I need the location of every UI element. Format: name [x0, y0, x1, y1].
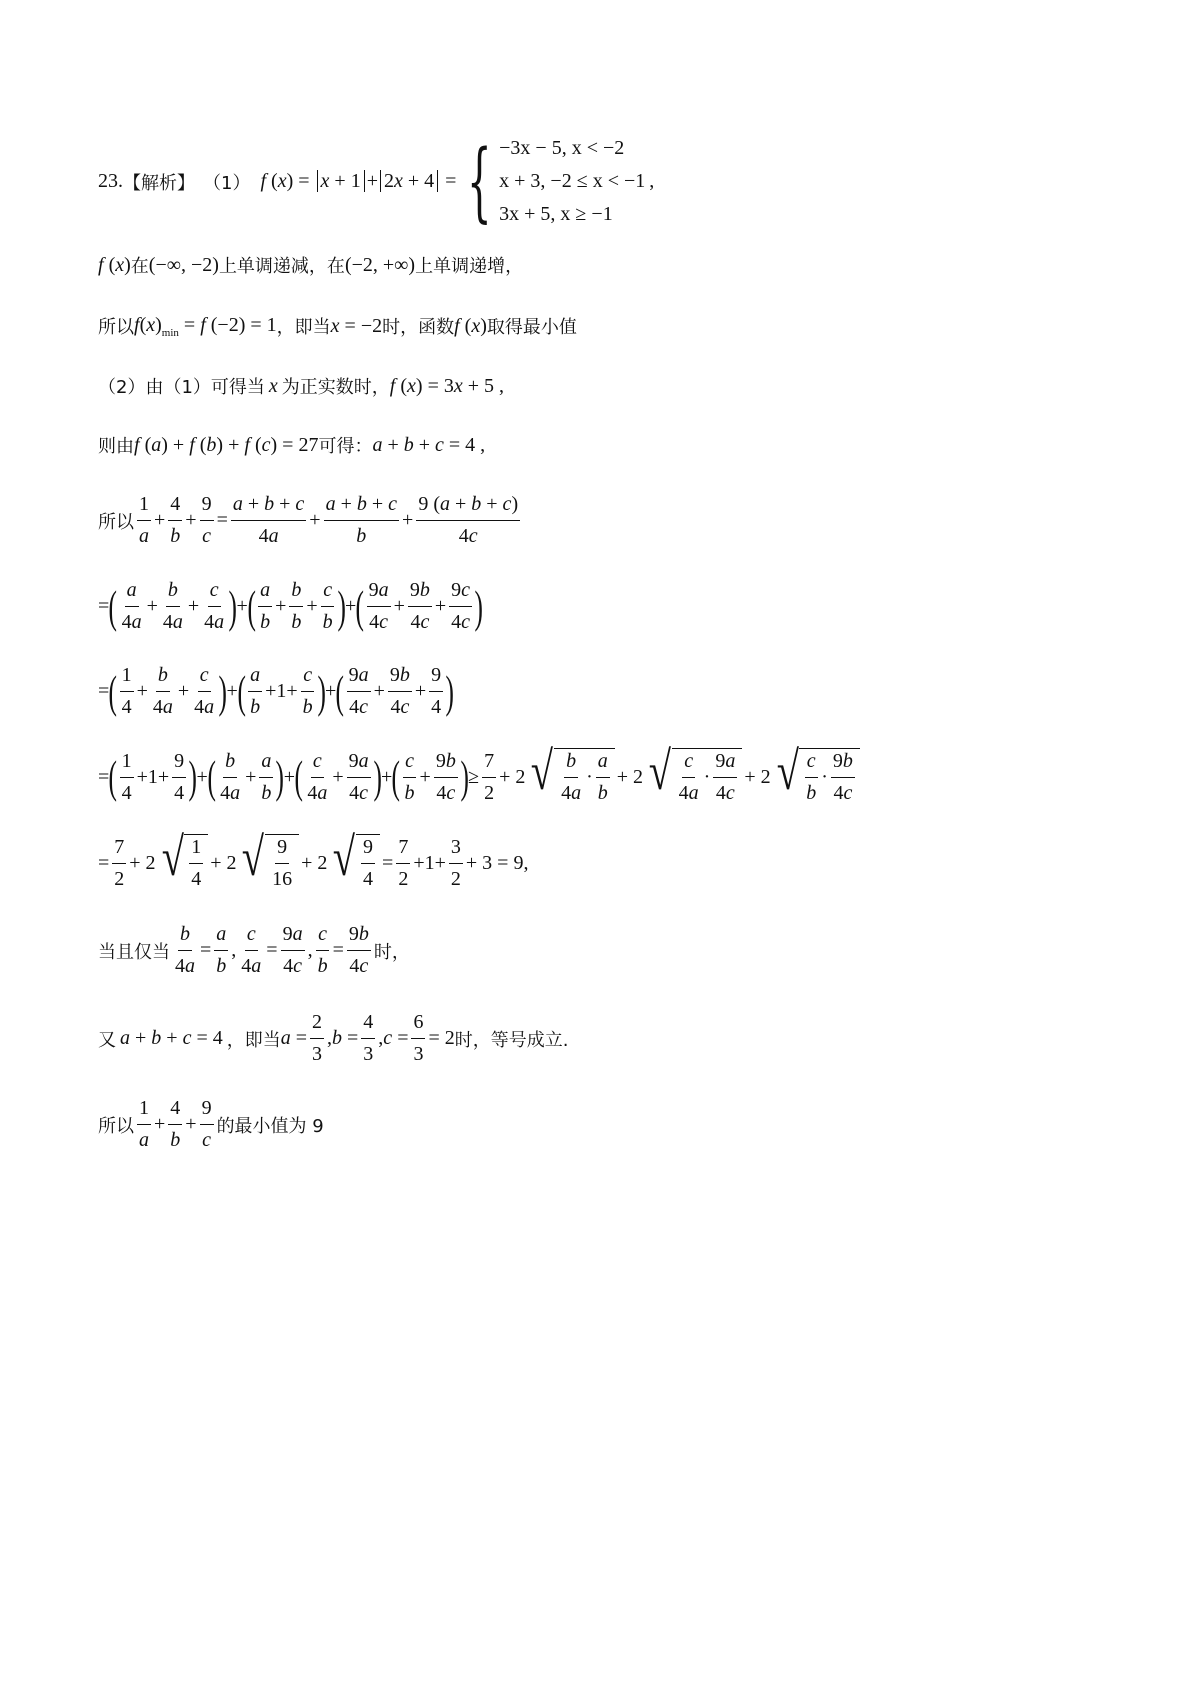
text-decreasing: 上单调递减，在 — [218, 256, 345, 277]
monotonicity-line — [98, 252, 523, 278]
text-you: 又 — [98, 1029, 116, 1051]
part-2-line — [98, 373, 504, 399]
evaluate-line: = $\frac{7}{2}$ + 2 √ $\frac{1}{4}$ + 2 √ $\frac{9}{16}$ + 2 √ $\frac{9}{4}$ = $\frac{7}{2}$ +1+ $\frac{3}{2}$ + 3 = 9, — [98, 827, 529, 890]
am-gm-line: = ( $\frac{1}{4}$ +1+ $\frac{9}{4}$ ) + ( $\frac{b}{4a}$ + $\frac{a}{b}$ ) + ( $\frac{c}{4a}$ + $\frac{9a}{4c}$ ) + ( $\frac{c}{b}$ + $\frac{9b}{4c}$ ) ≥ $\frac{7}{2}$ + 2 √ $\frac{b}{4a}$ · $\frac{a}{b}$ + 2 √ $\frac{c}{4a}$ · $\frac{9a}{4c}$ + 2 √ $\frac{c}{b}$ · $\frac{9b}{4c}$ — [98, 748, 862, 806]
text-jidang-2: ，即当 — [226, 1029, 281, 1051]
x-eq-neg2: x = −2 — [330, 314, 383, 337]
solution-values-line: 又 a + b + c = 4 ，即当 a = $\frac{2}{3}$ , b = $\frac{4}{3}$ , c = $\frac{6}{3}$ = 2 时，等号成立. — [98, 1011, 569, 1065]
minimum-line — [98, 313, 577, 339]
conclusion-line: 所以 $\frac{1}{a}$ + $\frac{4}{b}$ + $\frac{9}{c}$ 的最小值为 9 — [98, 1097, 324, 1151]
expand-line-2: = ( $\frac{a}{4a}$ + $\frac{b}{4a}$ + $\frac{c}{4a}$ ) + ( $\frac{a}{b}$ + $\frac{b}{b}$ + $\frac{c}{b}$ ) + ( $\frac{9a}{4c}$ + $\frac{9b}{4c}$ + $\frac{9c}{4c}$ ) — [98, 579, 483, 633]
interval-decreasing: (−∞, −2) — [148, 253, 219, 276]
cases-brace: { — [467, 131, 493, 232]
text-dangqiejindang: 当且仅当 — [98, 941, 170, 963]
case-2: x + 3, −2 ≤ x < −1 — [499, 170, 646, 192]
text-hanshu: 时，函数 — [382, 317, 455, 338]
analysis-label: 【解析】 — [123, 172, 195, 194]
text-suoyi: 所以 — [98, 317, 134, 338]
text-suoyi-2: 所以 — [98, 511, 134, 533]
f-sum-eq-27: f (a) + f (b) + f (c) = 27 — [134, 433, 319, 456]
text-min-is-9: 的最小值为 9 — [216, 1115, 324, 1137]
equality-condition-line: 当且仅当 $\frac{b}{4a}$ = $\frac{a}{b}$ , $\frac{c}{4a}$ = $\frac{9a}{4c}$ , $\frac{c}{b}$ = $\frac{9b}{4c}$ 时， — [98, 923, 410, 977]
text-min-value: 取得最小值 — [486, 317, 577, 338]
part-1-label: （1） — [203, 172, 251, 194]
text-equality-holds: 时，等号成立. — [454, 1029, 569, 1051]
case-3: 3x + 5, x ≥ −1 — [499, 203, 613, 225]
text-shi: 时， — [373, 941, 410, 963]
f-x-expr: f (x) — [98, 253, 131, 276]
abc-eq-4: a + b + c = 4 , — [372, 433, 486, 456]
text-kede: 可得： — [318, 436, 373, 457]
piecewise-lhs: f (x) = x + 1 + 2x + 4 = — [260, 170, 457, 192]
var-x: x — [268, 374, 278, 397]
sum-condition-line — [98, 432, 485, 458]
part-2-intro: （2）由（1）可得当 — [98, 377, 265, 398]
f-x-eq-3x5: f (x) = 3x + 5 , — [389, 374, 505, 397]
piecewise-cases — [499, 132, 645, 231]
f-min-expr: $f(x)_{min} = f$ (−2) = 1 — [134, 313, 277, 339]
text-zai: 在 — [130, 256, 149, 277]
problem-number: 23. — [98, 170, 123, 192]
f-x-expr-2: f (x) — [454, 314, 487, 337]
case-1: −3x − 5, x < −2 — [499, 137, 625, 159]
text-zeyou: 则由 — [98, 436, 134, 457]
text-suoyi-3: 所以 — [98, 1115, 134, 1137]
text-increasing: 上单调递增， — [415, 256, 524, 277]
expand-line-3: = ( $\frac{1}{4}$ + $\frac{b}{4a}$ + $\frac{c}{4a}$ ) + ( $\frac{a}{b}$ +1+ $\frac{c}{b}$ ) + ( $\frac{9a}{4c}$ + $\frac{9b}{4c}$ + $\frac{9}{4}$ ) — [98, 664, 455, 718]
text-positive-real: 为正实数时， — [281, 377, 390, 398]
interval-increasing: (−2, +∞) — [344, 253, 416, 276]
expand-line-1: 所以 $\frac{1}{a}$ + $\frac{4}{b}$ + $\frac{9}{c}$ = $\frac{a + b + c}{4a}$ + $\frac{a + b + c}{b}$ + $\frac{9 (a + b + c)}{4c}$ — [98, 493, 519, 547]
solution-header-line: 23. 【解析】 （1） f (x) = x + 1 + 2x + 4 = { −3x − 5, x < −2 x + 3, −2 ≤ x < −1 3x + 5, x ≥ −1 , — [98, 131, 655, 232]
text-jidang: ，即当 — [276, 317, 331, 338]
